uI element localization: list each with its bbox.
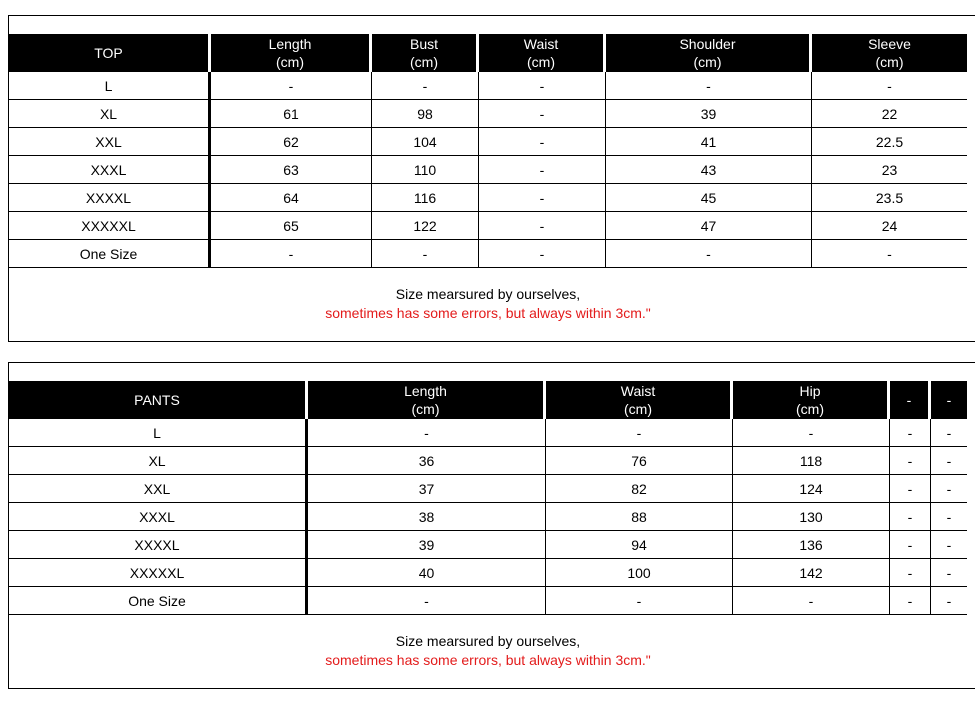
table-cell: 65 bbox=[211, 212, 372, 240]
table-cell: 98 bbox=[372, 100, 479, 128]
table-cell: - bbox=[812, 72, 967, 100]
column-name: - bbox=[946, 392, 952, 408]
table-cell: 62 bbox=[211, 128, 372, 156]
table-cell: - bbox=[733, 419, 890, 447]
note-line-1: Size mearsured by ourselves, bbox=[395, 633, 581, 649]
column-unit: (cm) bbox=[875, 54, 904, 70]
top-corner-label: TOP bbox=[9, 34, 211, 72]
table-row bbox=[9, 559, 967, 587]
table-cell: - bbox=[606, 240, 812, 268]
note-line-2: sometimes has some errors, but always within 3cm." bbox=[325, 305, 651, 321]
table-cell: 142 bbox=[733, 559, 890, 587]
table-row bbox=[9, 475, 967, 503]
pants-table-body bbox=[9, 419, 967, 615]
pants-size-chart bbox=[8, 362, 975, 689]
column-unit: (cm) bbox=[796, 401, 824, 417]
column-name: Hip bbox=[799, 383, 821, 399]
note-line-1: Size mearsured by ourselves, bbox=[395, 286, 581, 302]
pants-col-extra2-header bbox=[931, 381, 967, 419]
size-label: XXXXXL bbox=[9, 212, 211, 240]
column-unit: (cm) bbox=[276, 54, 304, 70]
table-cell: 40 bbox=[308, 559, 546, 587]
size-label: XXXXL bbox=[9, 531, 308, 559]
pants-size-table bbox=[9, 381, 967, 615]
table-cell: - bbox=[931, 531, 967, 559]
table-cell: - bbox=[931, 419, 967, 447]
table-cell: 45 bbox=[606, 184, 812, 212]
table-cell: - bbox=[890, 447, 931, 475]
table-cell: 23 bbox=[812, 156, 967, 184]
table-cell: 116 bbox=[372, 184, 479, 212]
table-cell: 122 bbox=[372, 212, 479, 240]
table-cell: - bbox=[931, 503, 967, 531]
table-cell: 104 bbox=[372, 128, 479, 156]
table-cell: - bbox=[606, 72, 812, 100]
top-table-body bbox=[9, 72, 967, 268]
column-name: Length bbox=[268, 36, 312, 52]
top-size-table bbox=[9, 34, 967, 268]
pants-col-hip-header bbox=[733, 381, 890, 419]
column-unit: (cm) bbox=[693, 54, 722, 70]
column-name: Sleeve bbox=[868, 36, 911, 52]
table-row bbox=[9, 503, 967, 531]
column-unit: (cm) bbox=[410, 54, 438, 70]
table-row bbox=[9, 72, 967, 100]
pants-col-length-header bbox=[308, 381, 546, 419]
table-cell: 22 bbox=[812, 100, 967, 128]
table-cell: 22.5 bbox=[812, 128, 967, 156]
table-row bbox=[9, 447, 967, 475]
pants-corner-label: PANTS bbox=[9, 381, 308, 419]
table-cell: - bbox=[931, 447, 967, 475]
pants-col-waist-header bbox=[546, 381, 733, 419]
table-cell: - bbox=[372, 72, 479, 100]
pants-col-extra1-header bbox=[890, 381, 931, 419]
table-cell: - bbox=[546, 587, 733, 615]
table-row bbox=[9, 184, 967, 212]
table-row bbox=[9, 419, 967, 447]
table-cell: - bbox=[479, 212, 606, 240]
table-cell: 41 bbox=[606, 128, 812, 156]
table-cell: 23.5 bbox=[812, 184, 967, 212]
table-cell: - bbox=[890, 559, 931, 587]
top-col-shoulder-header bbox=[606, 34, 812, 72]
table-cell: 94 bbox=[546, 531, 733, 559]
table-cell: 39 bbox=[606, 100, 812, 128]
table-row bbox=[9, 128, 967, 156]
column-unit: (cm) bbox=[527, 54, 555, 70]
table-cell: - bbox=[211, 72, 372, 100]
table-cell: 61 bbox=[211, 100, 372, 128]
size-label: L bbox=[9, 419, 308, 447]
table-cell: - bbox=[931, 475, 967, 503]
table-cell: 76 bbox=[546, 447, 733, 475]
table-row bbox=[9, 531, 967, 559]
column-name: Shoulder bbox=[679, 36, 736, 52]
table-cell: 124 bbox=[733, 475, 890, 503]
table-row bbox=[9, 587, 967, 615]
top-measurement-note bbox=[9, 285, 967, 323]
table-cell: 47 bbox=[606, 212, 812, 240]
table-cell: 118 bbox=[733, 447, 890, 475]
size-label: XXXL bbox=[9, 156, 211, 184]
table-cell: 38 bbox=[308, 503, 546, 531]
top-header-row bbox=[9, 34, 967, 72]
table-cell: - bbox=[479, 128, 606, 156]
pants-header-row bbox=[9, 381, 967, 419]
column-name: Length bbox=[404, 383, 447, 399]
table-cell: - bbox=[308, 419, 546, 447]
table-row bbox=[9, 100, 967, 128]
column-name: - bbox=[906, 392, 912, 408]
table-cell: 110 bbox=[372, 156, 479, 184]
pants-measurement-note bbox=[9, 632, 967, 670]
size-label: XXXXXL bbox=[9, 559, 308, 587]
table-cell: 88 bbox=[546, 503, 733, 531]
size-label: One Size bbox=[9, 587, 308, 615]
table-cell: - bbox=[479, 240, 606, 268]
table-cell: - bbox=[931, 559, 967, 587]
table-cell: - bbox=[479, 100, 606, 128]
note-line-2: sometimes has some errors, but always within 3cm." bbox=[325, 652, 651, 668]
table-cell: - bbox=[211, 240, 372, 268]
table-cell: 43 bbox=[606, 156, 812, 184]
column-name: Waist bbox=[620, 383, 656, 399]
top-col-bust-header bbox=[372, 34, 479, 72]
table-row bbox=[9, 212, 967, 240]
table-cell: 39 bbox=[308, 531, 546, 559]
column-name: Waist bbox=[523, 36, 559, 52]
table-cell: 36 bbox=[308, 447, 546, 475]
top-col-waist-header bbox=[479, 34, 606, 72]
top-col-length-header bbox=[211, 34, 372, 72]
table-cell: - bbox=[890, 503, 931, 531]
table-cell: 37 bbox=[308, 475, 546, 503]
table-cell: 82 bbox=[546, 475, 733, 503]
table-cell: - bbox=[890, 419, 931, 447]
size-label: XXXXL bbox=[9, 184, 211, 212]
table-row bbox=[9, 240, 967, 268]
top-size-chart bbox=[8, 15, 975, 342]
size-label: XL bbox=[9, 100, 211, 128]
table-cell: - bbox=[812, 240, 967, 268]
table-cell: 64 bbox=[211, 184, 372, 212]
column-unit: (cm) bbox=[624, 401, 652, 417]
table-cell: - bbox=[546, 419, 733, 447]
table-cell: - bbox=[479, 72, 606, 100]
table-row bbox=[9, 156, 967, 184]
size-label: L bbox=[9, 72, 211, 100]
table-cell: - bbox=[733, 587, 890, 615]
column-name: Bust bbox=[409, 36, 438, 52]
table-cell: - bbox=[308, 587, 546, 615]
table-cell: 24 bbox=[812, 212, 967, 240]
table-cell: 136 bbox=[733, 531, 890, 559]
table-cell: - bbox=[479, 156, 606, 184]
table-cell: 100 bbox=[546, 559, 733, 587]
table-cell: - bbox=[479, 184, 606, 212]
table-cell: - bbox=[372, 240, 479, 268]
size-label: XL bbox=[9, 447, 308, 475]
size-label: One Size bbox=[9, 240, 211, 268]
column-unit: (cm) bbox=[411, 401, 440, 417]
table-cell: 63 bbox=[211, 156, 372, 184]
size-label: XXXL bbox=[9, 503, 308, 531]
top-col-sleeve-header bbox=[812, 34, 967, 72]
table-cell: - bbox=[890, 587, 931, 615]
table-cell: - bbox=[890, 475, 931, 503]
size-label: XXL bbox=[9, 128, 211, 156]
size-label: XXL bbox=[9, 475, 308, 503]
table-cell: - bbox=[931, 587, 967, 615]
table-cell: 130 bbox=[733, 503, 890, 531]
table-cell: - bbox=[890, 531, 931, 559]
